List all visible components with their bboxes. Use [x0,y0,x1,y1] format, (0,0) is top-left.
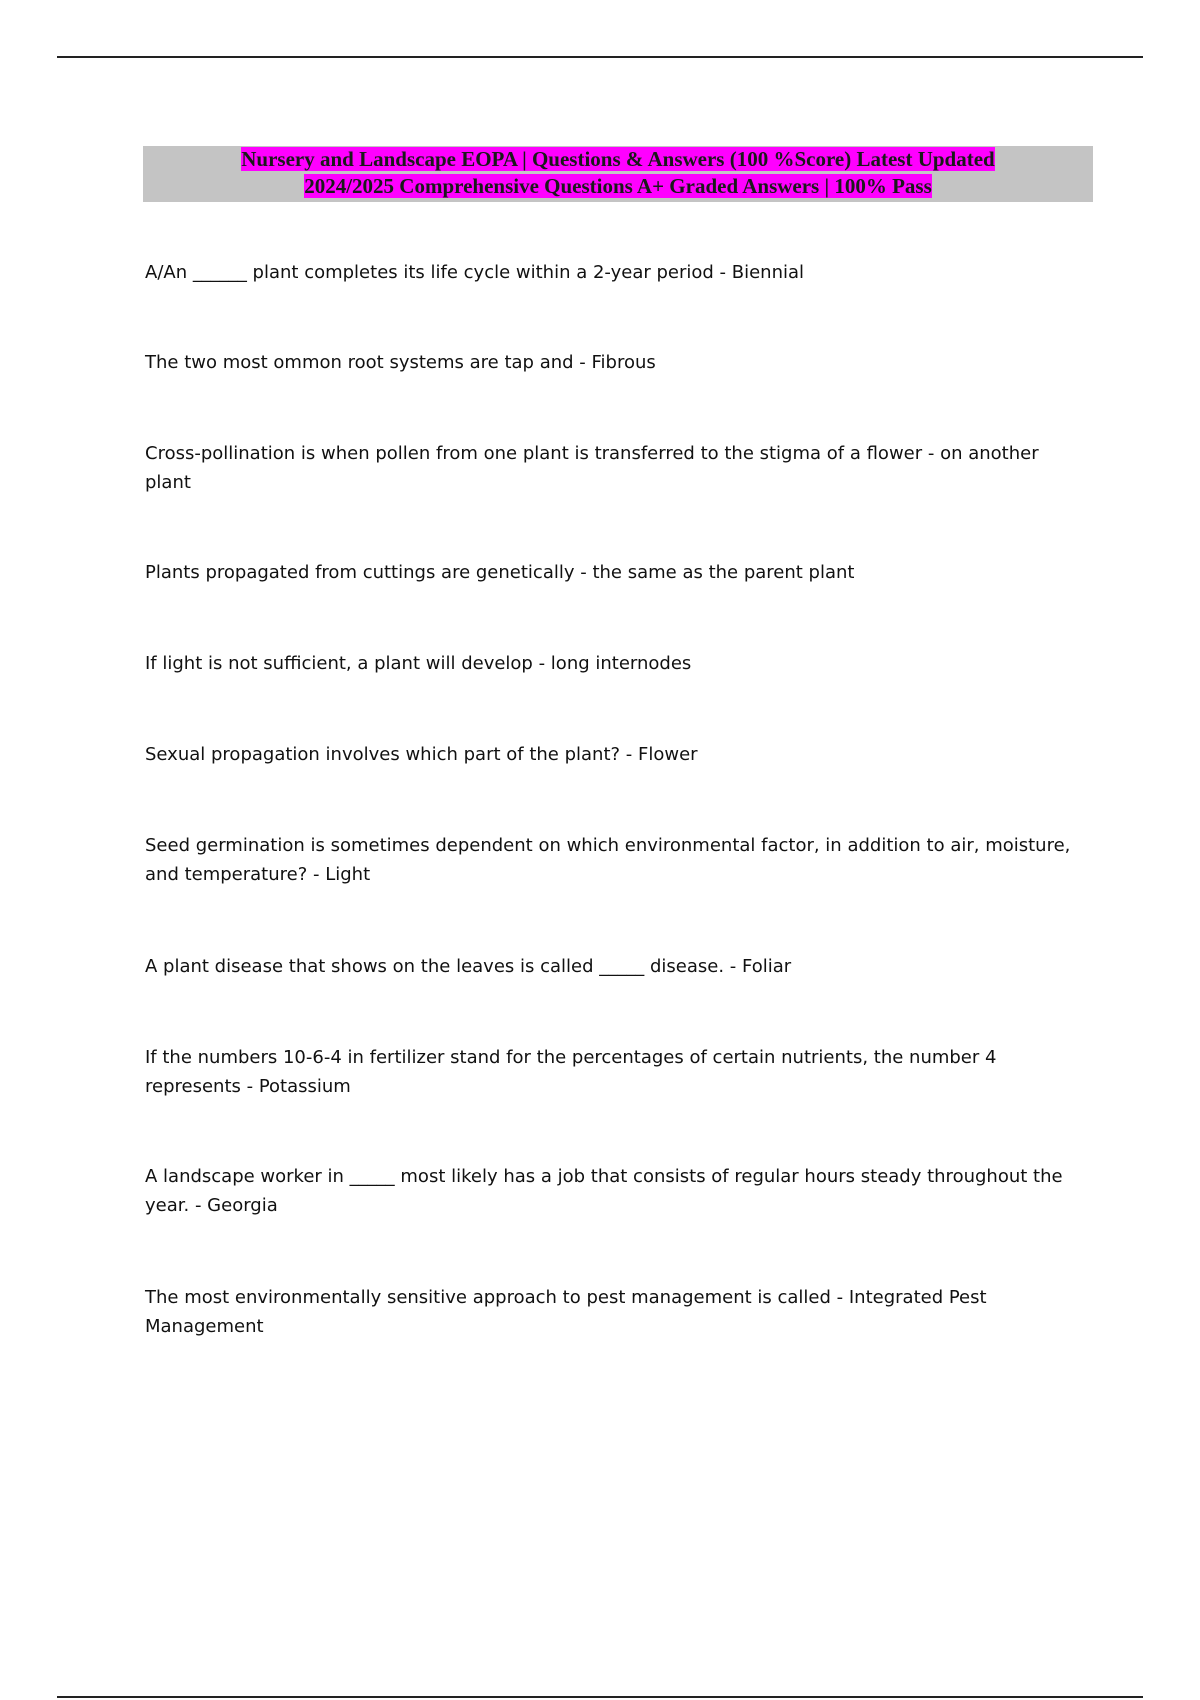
title-line-2: 2024/2025 Comprehensive Questions A+ Graded Answers | 100% Pass [304,174,932,198]
qa-item-8: A plant disease that shows on the leaves is called _____ disease. - Foliar [145,956,792,977]
qa-item-4: Plants propagated from cuttings are genetically - the same as the parent plant [145,562,855,583]
header-rule [57,56,1143,58]
qa-item-6: Sexual propagation involves which part of the plant? - Flower [145,744,698,765]
qa-item-3: Cross-pollination is when pollen from one plant is transferred to the stigma of a flower - on another plant [145,443,1039,493]
qa-item-9: If the numbers 10-6-4 in fertilizer stand for the percentages of certain nutrients, the number 4 represents - Potassium [145,1047,997,1097]
qa-item-10: A landscape worker in _____ most likely has a job that consists of regular hours steady throughout the year. - Georgia [145,1166,1063,1216]
title-line-1: Nursery and Landscape EOPA | Questions & Answers (100 %Score) Latest Updated [241,147,995,171]
qa-item-2: The two most ommon root systems are tap and - Fibrous [145,352,656,373]
qa-item-1: A/An ______ plant completes its life cycle within a 2-year period - Biennial [145,262,805,283]
document-title-box [143,146,1093,202]
qa-item-11: The most environmentally sensitive approach to pest management is called - Integrated Pest Management [145,1287,987,1337]
qa-item-5: If light is not sufficient, a plant will develop - long internodes [145,653,692,674]
footer-rule [57,1696,1143,1698]
qa-item-7: Seed germination is sometimes dependent on which environmental factor, in addition to air, moisture, and temperature? - Light [145,835,1071,885]
